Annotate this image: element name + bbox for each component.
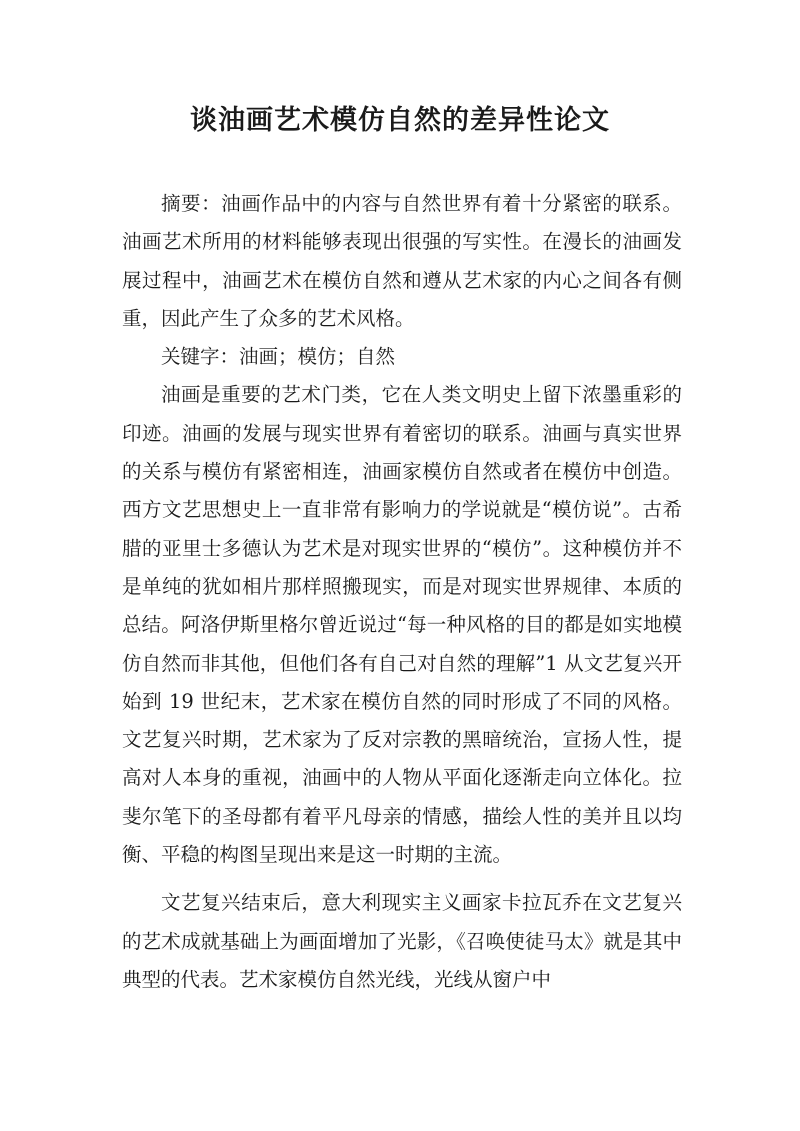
- abstract-paragraph: 摘要：油画作品中的内容与自然世界有着十分紧密的联系。油画艺术所用的材料能够表现出很强的写实性。在漫长的油画发展过程中，油画艺术在模仿自然和遵从艺术家的内心之间各有侧重，因此产生了众多的艺术风格。: [122, 192, 682, 330]
- body-paragraph-2: 文艺复兴结束后，意大利现实主义画家卡拉瓦乔在文艺复兴的艺术成就基础上为画面增加了光影，《召唤使徒马太》就是其中典型的代表。艺术家模仿自然光线，光线从窗户中: [122, 891, 682, 991]
- document-title: 谈油画艺术模仿自然的差异性论文: [190, 105, 610, 136]
- body-paragraph-1: 油画是重要的艺术门类，它在人类文明史上留下浓墨重彩的印迹。油画的发展与现实世界有着密切的联系。油画与真实世界的关系与模仿有紧密相连，油画家模仿自然或者在模仿中创造。西方文艺思想史上一直非常有影响力的学说就是“模仿说”。古希腊的亚里士多德认为艺术是对现实世界的“模仿”。这种模仿并不是单纯的犹如相片那样照搬现实，而是对现实世界规律、本质的总结。阿洛伊斯里格尔曾近说过“每一种风格的目的都是如实地模仿自然而非其他，但他们各有自己对自然的理解”1 从文艺复兴开始到 19 世纪末，艺术家在模仿自然的同时形成了不同的风格。文艺复兴时期，艺术家为了反对宗教的黑暗统治，宣扬人性，提高对人本身的重视，油画中的人物从平面化逐渐走向立体化。拉斐尔笔下的圣母都有着平凡母亲的情感，描绘人性的美并且以均衡、平稳的构图呈现出来是这一时期的主流。: [122, 383, 682, 867]
- document-body: [122, 185, 682, 999]
- keywords-paragraph: 关键字：油画；模仿；自然: [161, 345, 396, 369]
